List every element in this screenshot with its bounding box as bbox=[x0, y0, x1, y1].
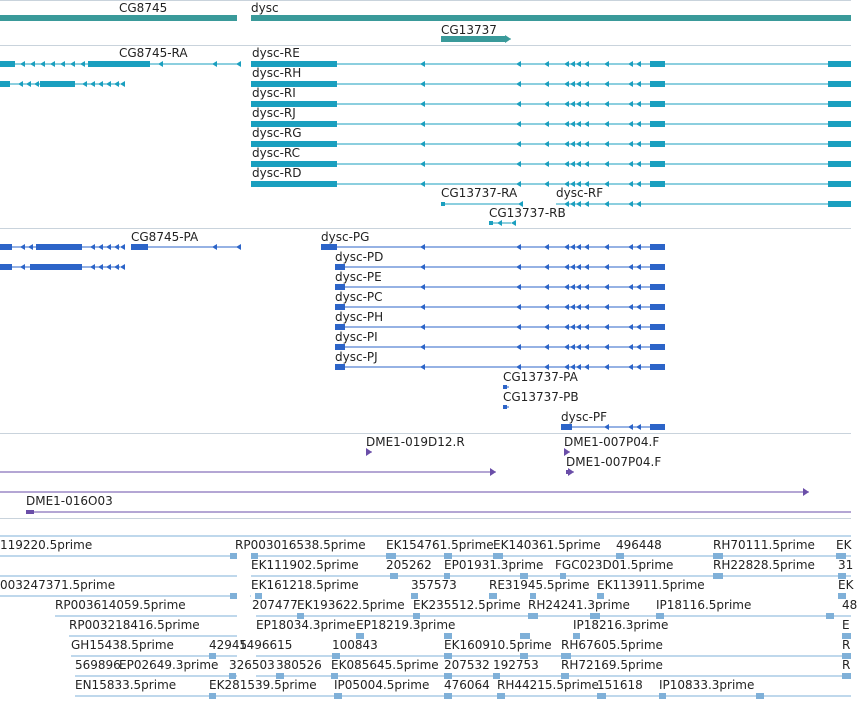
est-label: EK085645.5prime bbox=[331, 658, 439, 672]
probe-label: DME1-007P04.F bbox=[566, 455, 662, 469]
transcript-feature[interactable] bbox=[489, 220, 516, 226]
gene-label: CG13737 bbox=[441, 23, 497, 37]
gene-feature[interactable] bbox=[251, 15, 851, 21]
protein-label: CG13737-PA bbox=[503, 370, 578, 384]
gene-label: dysc bbox=[251, 1, 279, 15]
protein-feature[interactable] bbox=[335, 344, 665, 350]
transcript-label: dysc-RC bbox=[252, 146, 301, 160]
protein-feature[interactable] bbox=[0, 244, 125, 250]
probe-feature[interactable] bbox=[566, 468, 574, 476]
transcript-label: dysc-RG bbox=[252, 126, 302, 140]
est-block bbox=[230, 593, 237, 599]
probe-feature[interactable] bbox=[366, 448, 372, 456]
transcript-label: dysc-RI bbox=[252, 86, 296, 100]
probe-label: DME1-007P04.F bbox=[564, 435, 660, 449]
est-block bbox=[390, 573, 398, 579]
transcript-feature[interactable] bbox=[0, 61, 120, 67]
est-label: RH44215.5prime bbox=[497, 678, 599, 692]
gene-feature[interactable] bbox=[0, 15, 237, 21]
est-label: RH24241.3prime bbox=[528, 598, 630, 612]
transcript-feature[interactable] bbox=[251, 161, 851, 167]
est-block bbox=[230, 553, 237, 559]
track-separator bbox=[0, 433, 851, 434]
est-label: R bbox=[842, 638, 851, 652]
est-label: IP18116.5prime bbox=[656, 598, 752, 612]
est-label: RH70111.5prime bbox=[713, 538, 815, 552]
est-label: EK154761.5prime bbox=[386, 538, 494, 552]
protein-label: dysc-PH bbox=[335, 310, 384, 324]
est-label: EK161218.5prime bbox=[251, 578, 359, 592]
probe-feature[interactable] bbox=[0, 468, 496, 476]
est-label: IP05004.5prime bbox=[334, 678, 430, 692]
est-label: 205262 bbox=[386, 558, 432, 572]
protein-feature[interactable] bbox=[503, 385, 509, 389]
probe-feature[interactable] bbox=[26, 510, 851, 514]
est-label: RE31945.5prime bbox=[489, 578, 590, 592]
probe-label: DME1-016O03 bbox=[26, 494, 113, 508]
transcript-label: dysc-RF bbox=[556, 186, 604, 200]
est-block bbox=[444, 693, 452, 699]
track-separator bbox=[0, 518, 851, 519]
est-block bbox=[497, 693, 505, 699]
est-label: EK193622.5prime bbox=[297, 598, 405, 612]
est-block bbox=[528, 613, 538, 619]
gene-label: CG8745 bbox=[119, 1, 168, 15]
protein-label: dysc-PF bbox=[561, 410, 608, 424]
est-label: EK281539.5prime bbox=[209, 678, 317, 692]
est-block bbox=[597, 693, 606, 699]
transcript-label: dysc-RH bbox=[252, 66, 302, 80]
est-label: EP01931.3prime bbox=[444, 558, 544, 572]
est-label: RH22828.5prime bbox=[713, 558, 815, 572]
est-label: EP02649.3prime bbox=[119, 658, 219, 672]
protein-label: dysc-PI bbox=[335, 330, 378, 344]
est-label: FGC023D01.5prime bbox=[555, 558, 674, 572]
est-label: 207477 bbox=[252, 598, 298, 612]
est-label: EP18219.3prime bbox=[356, 618, 456, 632]
est-label: 119220.5prime bbox=[0, 538, 93, 552]
est-label: RP003218416.5prime bbox=[69, 618, 200, 632]
transcript-feature[interactable] bbox=[556, 201, 851, 207]
est-label: EK111902.5prime bbox=[251, 558, 359, 572]
est-label: EP18034.3prime bbox=[256, 618, 356, 632]
est-label: 357573 bbox=[411, 578, 457, 592]
transcript-feature[interactable] bbox=[251, 121, 851, 127]
est-label: 151618 bbox=[597, 678, 643, 692]
est-label: 569896 bbox=[75, 658, 121, 672]
protein-label: dysc-PD bbox=[335, 250, 384, 264]
est-block bbox=[713, 573, 723, 579]
protein-label: CG8745-PA bbox=[131, 230, 199, 244]
est-label: EK bbox=[838, 578, 854, 592]
est-label: 1496615 bbox=[239, 638, 293, 652]
protein-feature[interactable] bbox=[131, 244, 241, 250]
protein-label: dysc-PJ bbox=[335, 350, 378, 364]
protein-feature[interactable] bbox=[503, 405, 509, 409]
est-label: 496448 bbox=[616, 538, 662, 552]
est-label: 48 bbox=[842, 598, 857, 612]
est-block bbox=[334, 693, 342, 699]
protein-feature[interactable] bbox=[335, 284, 665, 290]
transcript-feature[interactable] bbox=[251, 181, 851, 187]
transcript-feature[interactable] bbox=[0, 81, 125, 87]
est-label: 326503 bbox=[229, 658, 275, 672]
probe-label: DME1-019D12.R bbox=[366, 435, 465, 449]
est-label: 476064 bbox=[444, 678, 490, 692]
est-label: 100843 bbox=[332, 638, 378, 652]
transcript-label: CG13737-RA bbox=[441, 186, 518, 200]
est-label: 31 bbox=[838, 558, 854, 572]
est-label: 42945 bbox=[209, 638, 248, 652]
est-label: R bbox=[842, 658, 851, 672]
est-label: E bbox=[842, 618, 850, 632]
est-label: 192753 bbox=[493, 658, 539, 672]
transcript-feature[interactable] bbox=[120, 61, 241, 67]
transcript-feature[interactable] bbox=[251, 81, 851, 87]
est-label: RP003016538.5prime bbox=[235, 538, 366, 552]
protein-feature[interactable] bbox=[335, 264, 665, 270]
transcript-feature[interactable] bbox=[251, 141, 851, 147]
est-label: RP003614059.5prime bbox=[55, 598, 186, 612]
protein-feature[interactable] bbox=[335, 364, 665, 370]
protein-label: dysc-PC bbox=[335, 290, 383, 304]
protein-feature[interactable] bbox=[335, 324, 665, 330]
est-label: RH67605.5prime bbox=[561, 638, 663, 652]
transcript-label: dysc-RD bbox=[252, 166, 302, 180]
est-label: 003247371.5prime bbox=[0, 578, 116, 592]
protein-feature[interactable] bbox=[0, 264, 125, 270]
est-block bbox=[826, 613, 834, 619]
est-label: EK bbox=[836, 538, 852, 552]
est-block bbox=[209, 693, 216, 699]
est-block bbox=[659, 693, 666, 699]
protein-label: CG13737-PB bbox=[503, 390, 579, 404]
est-label: EK140361.5prime bbox=[493, 538, 601, 552]
transcript-label: CG8745-RA bbox=[119, 46, 188, 60]
est-label: 207532 bbox=[444, 658, 490, 672]
protein-feature[interactable] bbox=[561, 424, 665, 430]
protein-feature[interactable] bbox=[335, 304, 665, 310]
est-label: IP18216.3prime bbox=[573, 618, 669, 632]
transcript-feature[interactable] bbox=[251, 101, 851, 107]
probe-feature[interactable] bbox=[0, 488, 809, 496]
transcript-feature[interactable] bbox=[251, 61, 851, 67]
est-label: EK160910.5prime bbox=[444, 638, 552, 652]
transcript-label: CG13737-RB bbox=[489, 206, 566, 220]
track-separator bbox=[0, 228, 851, 229]
est-label: GH15438.5prime bbox=[71, 638, 174, 652]
est-label: IP10833.3prime bbox=[659, 678, 755, 692]
est-label: EK113911.5prime bbox=[597, 578, 705, 592]
transcript-label: dysc-RJ bbox=[252, 106, 296, 120]
est-label: EK235512.5prime bbox=[413, 598, 521, 612]
transcript-label: dysc-RE bbox=[252, 46, 300, 60]
est-label: EN15833.5prime bbox=[75, 678, 177, 692]
est-label: RH72169.5prime bbox=[561, 658, 663, 672]
est-block bbox=[842, 673, 851, 679]
protein-label: dysc-PE bbox=[335, 270, 382, 284]
est-label: 380526 bbox=[276, 658, 322, 672]
protein-label: dysc-PG bbox=[321, 230, 370, 244]
est-block bbox=[756, 693, 764, 699]
